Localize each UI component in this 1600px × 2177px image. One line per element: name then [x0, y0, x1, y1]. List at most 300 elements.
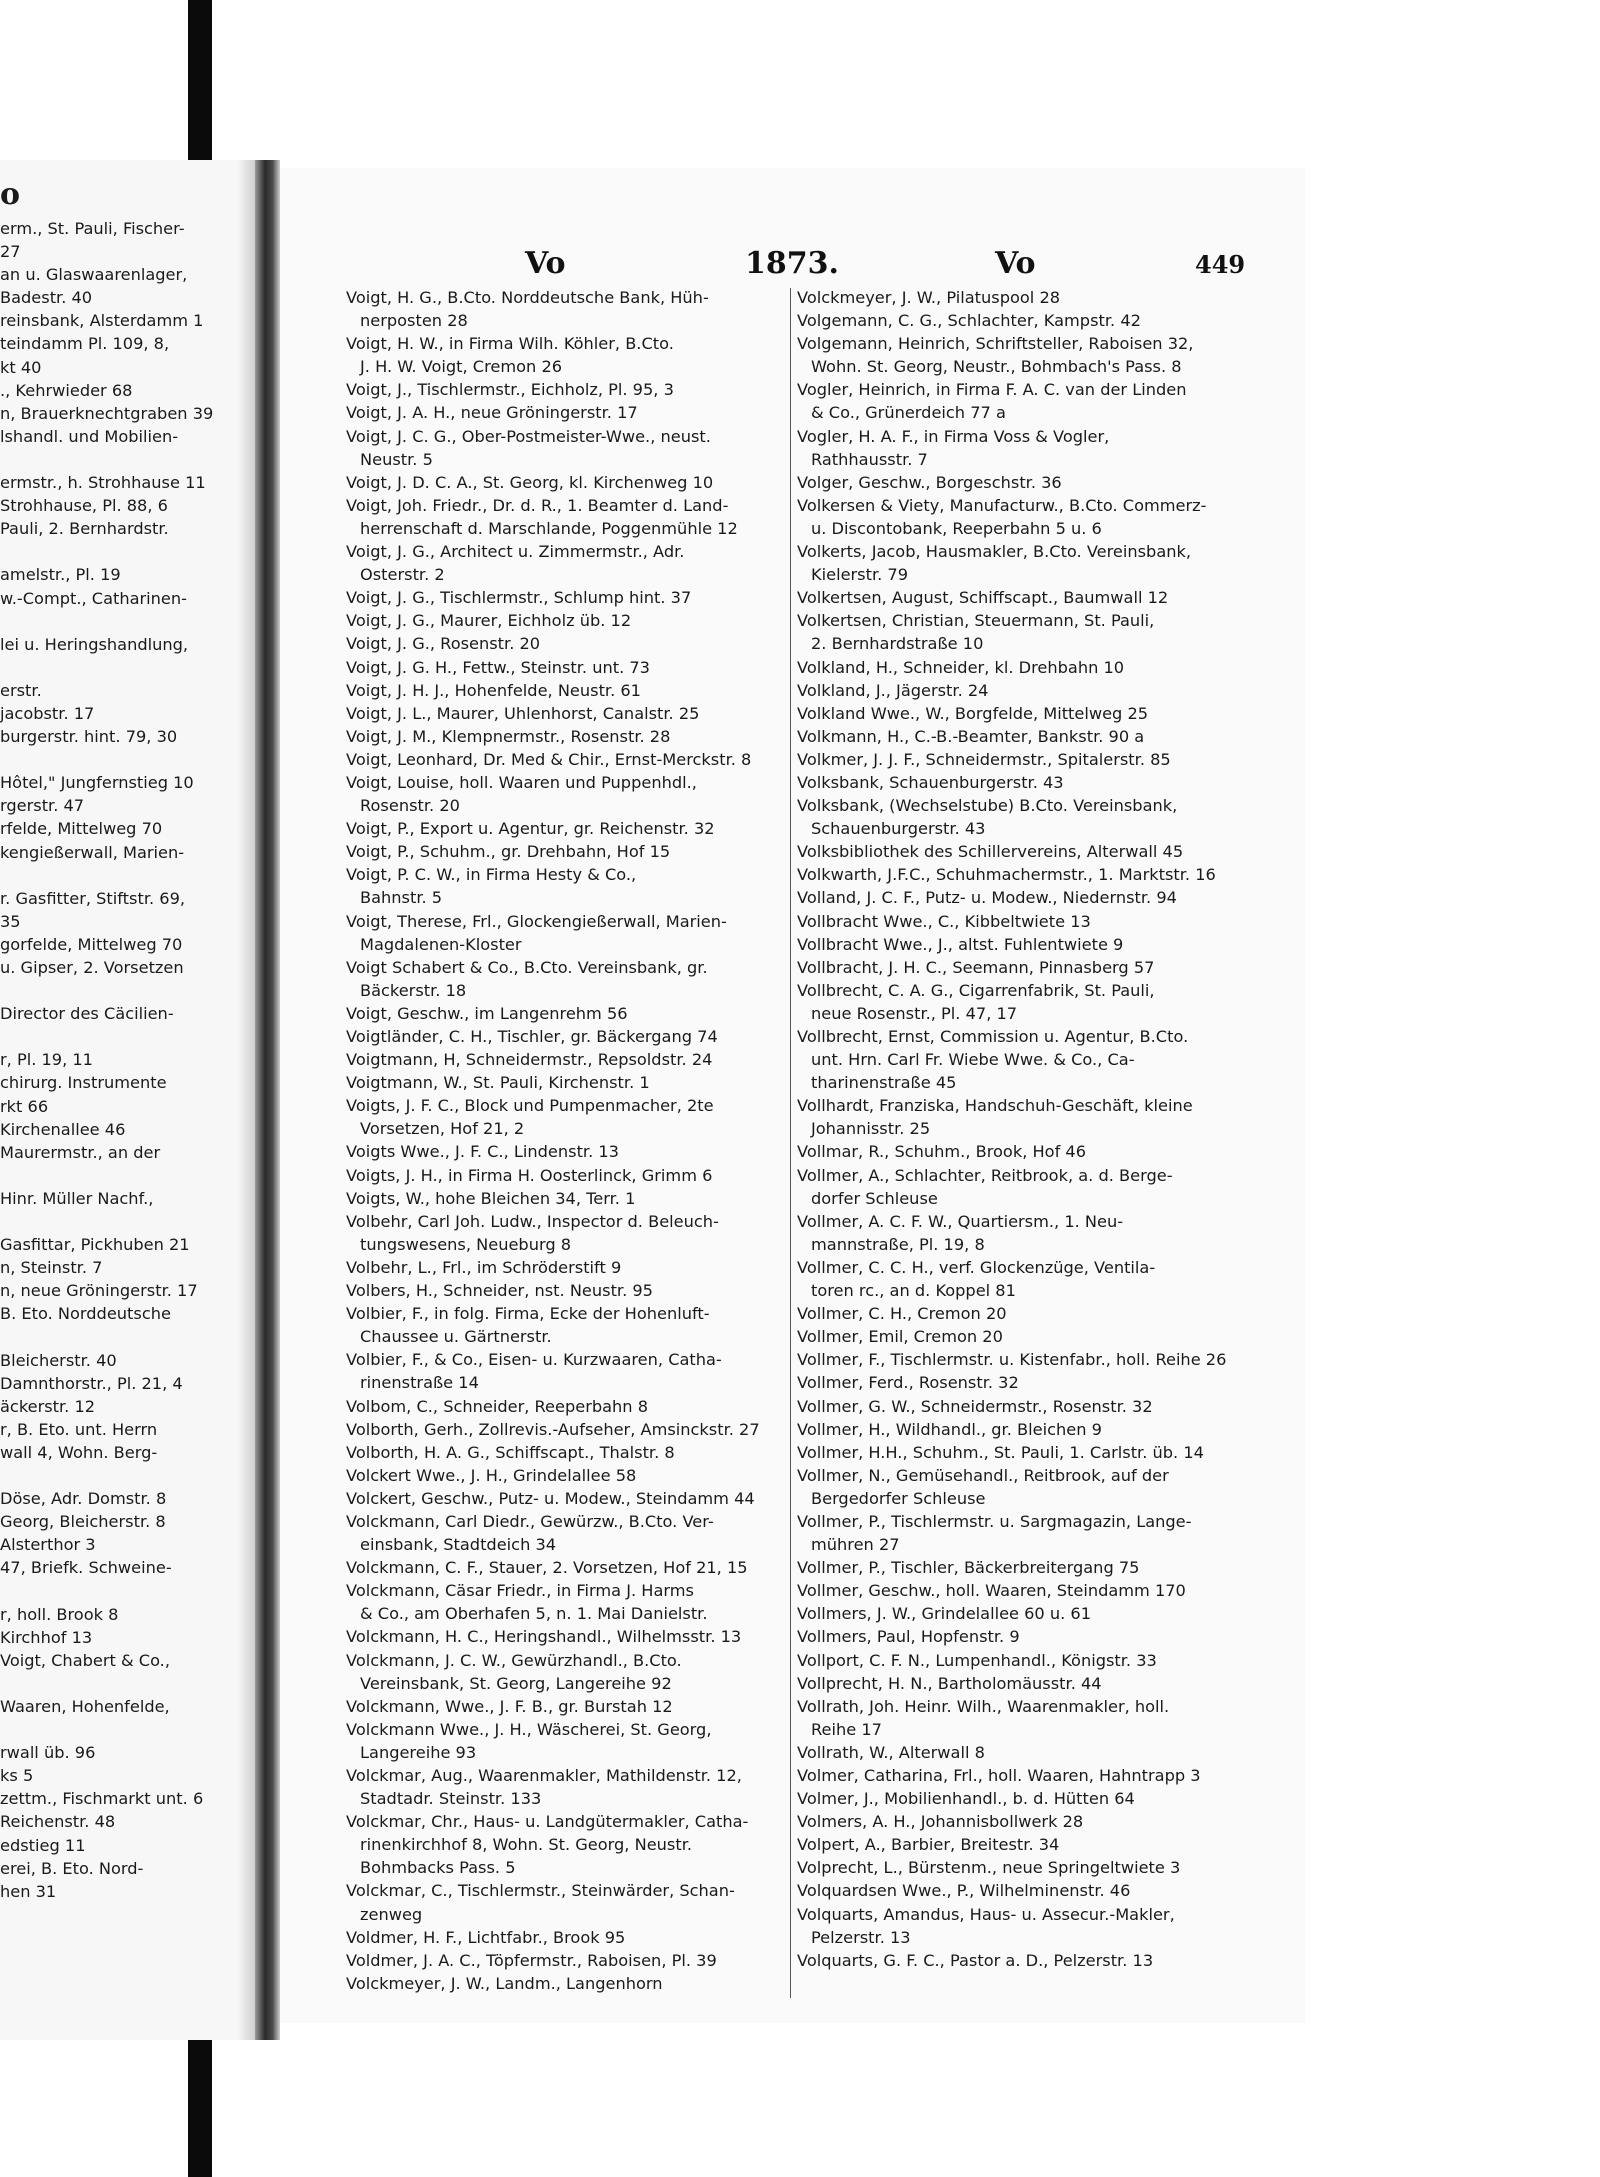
entry-continuation-line: herrenschaft d. Marschlande, Poggenmühle 12: [360, 518, 738, 538]
entry-line: Voigt, P. C. W., in Firma Hesty & Co.,: [346, 865, 637, 885]
entry-line: Volkertsen, Christian, Steuermann, St. Pauli,: [797, 611, 1155, 631]
entry-line: Volksbank, Schauenburgerstr. 43: [797, 772, 1064, 792]
entry-line: Voigt, J. C. G., Ober-Postmeister-Wwe., neust.: [346, 426, 711, 446]
entry-line: Volger, Geschw., Borgeschstr. 36: [797, 472, 1062, 492]
left-page-line: amelstr., Pl. 19: [0, 565, 121, 585]
left-page-line: [0, 748, 213, 771]
directory-entry: [797, 1810, 1297, 1833]
left-page-line: hen 31: [0, 1881, 57, 1901]
directory-entry: [346, 840, 841, 863]
directory-entry: [346, 1464, 841, 1487]
left-page-line: ., Kehrwieder 68: [0, 380, 133, 400]
directory-entry: [797, 1210, 1297, 1256]
entry-continuation-line: Wohn. St. Georg, Neustr., Bohmbach's Pass. 8: [811, 357, 1182, 377]
directory-entry: [346, 1441, 841, 1464]
directory-entry: [797, 1441, 1297, 1464]
directory-entry: [346, 1002, 841, 1025]
left-page-line: [0, 1672, 213, 1695]
entry-continuation-line: Bohmbacks Pass. 5: [360, 1858, 516, 1878]
directory-entry: [346, 863, 841, 909]
directory-entry: [797, 378, 1297, 424]
entry-continuation-line: zenweg: [360, 1904, 423, 1924]
left-page-line: rkt 66: [0, 1096, 49, 1116]
entry-continuation-line: Langereihe 93: [360, 1742, 477, 1762]
entry-line: Voigts, J. H., in Firma H. Oosterlinck, Grimm 6: [346, 1165, 713, 1185]
directory-entry: [797, 656, 1297, 679]
entry-continuation-line: Vereinsbank, St. Georg, Langereihe 92: [360, 1673, 672, 1693]
left-page-line: w.-Compt., Catharinen-: [0, 588, 187, 608]
entry-line: Voigt, H. W., in Firma Wilh. Köhler, B.Cto.: [346, 334, 674, 354]
left-page-line: Hôtel," Jungfernstieg 10: [0, 773, 194, 793]
directory-entry: [797, 1094, 1297, 1140]
left-page-line: Director des Cäcilien-: [0, 1004, 174, 1024]
entry-line: Voigt, Therese, Frl., Glockengießerwall, Marien-: [346, 911, 727, 931]
directory-entry: [797, 494, 1297, 540]
directory-entry: [797, 1371, 1297, 1394]
left-page-line: erm., St. Pauli, Fischer-: [0, 219, 185, 238]
directory-entry: [797, 1348, 1297, 1371]
directory-entry: [797, 609, 1297, 655]
left-page-line: Pauli, 2. Bernhardstr.: [0, 519, 169, 539]
header-left-word: Vo: [525, 246, 566, 281]
entry-line: Vollmar, R., Schuhm., Brook, Hof 46: [797, 1142, 1087, 1162]
directory-entry: [346, 1649, 841, 1695]
left-page-line: Döse, Adr. Domstr. 8: [0, 1489, 167, 1509]
left-page-line: erstr.: [0, 680, 42, 700]
entry-continuation-line: Osterstr. 2: [360, 565, 445, 585]
left-page-line: Georg, Bleicherstr. 8: [0, 1512, 166, 1532]
directory-entry: [797, 933, 1297, 956]
entry-line: Voigt, J. L., Maurer, Uhlenhorst, Canalstr. 25: [346, 703, 700, 723]
entry-line: Voigtmann, H, Schneidermstr., Repsoldstr. 24: [346, 1050, 713, 1070]
entry-line: Voigt, J. A. H., neue Gröningerstr. 17: [346, 403, 638, 423]
entry-continuation-line: Rosenstr. 20: [360, 796, 460, 816]
directory-entry: [797, 794, 1297, 840]
entry-line: Voigt, J. H. J., Hohenfelde, Neustr. 61: [346, 680, 641, 700]
directory-entry: [797, 309, 1297, 332]
directory-entry: [797, 332, 1297, 378]
entry-line: Vollbrecht, Ernst, Commission u. Agentur, B.Cto.: [797, 1027, 1189, 1046]
entry-line: Volborth, Gerh., Zollrevis.-Aufseher, Amsinckstr. 27: [346, 1419, 760, 1439]
entry-line: Voigt, Louise, holl. Waaren und Puppenhdl.,: [346, 772, 697, 792]
entry-line: Vollmer, N., Gemüsehandl., Reitbrook, auf der: [797, 1465, 1169, 1485]
entry-continuation-line: nerposten 28: [360, 311, 468, 331]
left-page-line: r, holl. Brook 8: [0, 1604, 119, 1624]
directory-entry: [346, 1579, 841, 1625]
entry-line: Voigt, Geschw., im Langenrehm 56: [346, 1003, 628, 1023]
entry-line: Volborth, H. A. G., Schiffscapt., Thalstr. 8: [346, 1442, 675, 1462]
entry-line: Vollmer, H.H., Schuhm., St. Pauli, 1. Carlstr. üb. 14: [797, 1442, 1204, 1462]
entry-line: Vollmer, P., Tischler, Bäckerbreitergang 75: [797, 1558, 1140, 1578]
entry-line: Volquarts, Amandus, Haus- u. Assecur.-Makler,: [797, 1904, 1175, 1924]
directory-entry: [346, 494, 841, 540]
entry-line: Voigt, J. G., Maurer, Eichholz üb. 12: [346, 611, 632, 631]
column-divider: [790, 288, 791, 1998]
left-page-line: Kirchhof 13: [0, 1627, 93, 1647]
directory-entry: [797, 1625, 1297, 1648]
left-page-line: lei u. Heringshandlung,: [0, 634, 189, 654]
directory-entry: [797, 586, 1297, 609]
entry-line: Volkersen & Viety, Manufacturw., B.Cto. Commerz-: [797, 495, 1207, 515]
directory-entry: [797, 1418, 1297, 1441]
directory-entry: [346, 910, 841, 956]
directory-entry: [346, 609, 841, 632]
entry-line: Voigt, Leonhard, Dr. Med & Chir., Ernst-Merckstr. 8: [346, 749, 752, 769]
directory-entry: [346, 817, 841, 840]
left-page-line: kt 40: [0, 357, 42, 377]
directory-entry: [797, 1787, 1297, 1810]
entry-line: Volckmeyer, J. W., Landm., Langenhorn: [346, 1973, 663, 1993]
left-page-line: Reichenstr. 48: [0, 1812, 116, 1832]
directory-entry: [346, 1972, 841, 1995]
entry-line: Vollmer, Geschw., holl. Waaren, Steindamm 170: [797, 1581, 1186, 1601]
left-page-line: burgerstr. hint. 79, 30: [0, 727, 178, 747]
left-page-line: n, neue Gröningerstr. 17: [0, 1281, 198, 1301]
entry-line: Voigt, J., Tischlermstr., Eichholz, Pl. 95, 3: [346, 380, 674, 400]
directory-entry: [797, 1164, 1297, 1210]
entry-line: Voigt, J. G., Tischlermstr., Schlump hint. 37: [346, 588, 692, 608]
entry-line: Voigt, J. D. C. A., St. Georg, kl. Kirchenweg 10: [346, 472, 714, 492]
entry-line: Volckmann Wwe., J. H., Wäscherei, St. Georg,: [346, 1719, 712, 1739]
left-page-line: Waaren, Hohenfelde,: [0, 1697, 170, 1716]
entry-line: Volmers, A. H., Johannisbollwerk 28: [797, 1812, 1084, 1832]
entry-line: Volckmann, H. C., Heringshandl., Wilhelmsstr. 13: [346, 1627, 742, 1647]
entry-line: Vollmer, A. C. F. W., Quartiersm., 1. Neu-: [797, 1211, 1124, 1231]
left-page-line: reinsbank, Alsterdamm 1: [0, 311, 204, 331]
entry-continuation-line: tharinenstraße 45: [811, 1073, 957, 1093]
entry-line: Voigt Schabert & Co., B.Cto. Vereinsbank, gr.: [346, 957, 708, 977]
left-page-line: edstieg 11: [0, 1835, 86, 1855]
entry-continuation-line: Kielerstr. 79: [811, 565, 909, 585]
directory-entry: [797, 979, 1297, 1025]
directory-entry: [346, 771, 841, 817]
entry-line: Voigt, J. G. H., Fettw., Steinstr. unt. 73: [346, 657, 650, 677]
left-page-line: 27: [0, 242, 21, 262]
entry-line: Volckmar, C., Tischlermstr., Steinwärder, Schan-: [346, 1881, 735, 1901]
directory-entry: [346, 1048, 841, 1071]
entry-continuation-line: Neustr. 5: [360, 449, 433, 469]
entry-line: Voigt, J. G., Rosenstr. 20: [346, 634, 541, 654]
left-page-line: [0, 656, 213, 679]
entry-continuation-line: Bergedorfer Schleuse: [811, 1488, 986, 1508]
directory-entry: [797, 771, 1297, 794]
directory-entry: [797, 886, 1297, 909]
left-page: [0, 160, 255, 2040]
entry-line: Volbier, F., & Co., Eisen- u. Kurzwaaren, Catha-: [346, 1350, 722, 1370]
entry-continuation-line: neue Rosenstr., Pl. 47, 17: [811, 1003, 1018, 1023]
entry-line: Volckmann, Cäsar Friedr., in Firma J. Harms: [346, 1581, 694, 1601]
entry-line: Volckmann, J. C. W., Gewürzhandl., B.Cto.: [346, 1650, 682, 1670]
directory-entry: [797, 1602, 1297, 1625]
entry-line: Volckmeyer, J. W., Pilatuspool 28: [797, 288, 1061, 307]
directory-entry: [346, 1210, 841, 1256]
entry-continuation-line: Chaussee u. Gärtnerstr.: [360, 1327, 552, 1347]
entry-continuation-line: & Co., Grünerdeich 77 a: [811, 403, 1006, 423]
left-page-line: [0, 864, 213, 887]
page-number: 449: [1195, 250, 1246, 279]
directory-entry: [797, 1949, 1297, 1972]
directory-entry: [346, 586, 841, 609]
entry-continuation-line: einsbank, Stadtdeich 34: [360, 1535, 557, 1555]
directory-entry: [797, 1879, 1297, 1902]
directory-entry: [797, 1649, 1297, 1672]
entry-line: Volmer, Catharina, Frl., holl. Waaren, Hahntrapp 3: [797, 1766, 1201, 1785]
entry-continuation-line: Pelzerstr. 13: [811, 1927, 911, 1947]
directory-entry: [346, 1810, 841, 1879]
directory-entry: [797, 286, 1297, 309]
left-page-line: ermstr., h. Strohhause 11: [0, 473, 206, 493]
directory-entry: [346, 1487, 841, 1510]
entry-line: Volbehr, L., Frl., im Schröderstift 9: [346, 1257, 622, 1277]
directory-entry: [346, 1025, 841, 1048]
directory-entry: [797, 725, 1297, 748]
entry-line: Volckmann, Carl Diedr., Gewürzw., B.Cto. Ver-: [346, 1511, 714, 1531]
entry-continuation-line: mühren 27: [811, 1535, 900, 1555]
left-page-line: r, B. Eto. unt. Herrn: [0, 1419, 158, 1439]
entry-line: Volkertsen, August, Schiffscapt., Baumwall 12: [797, 588, 1169, 608]
entry-line: Volprecht, L., Bürstenm., neue Springeltwiete 3: [797, 1858, 1181, 1878]
left-page-line: [0, 1210, 213, 1233]
entry-continuation-line: rinenstraße 14: [360, 1373, 479, 1393]
entry-line: Vollmer, F., Tischlermstr. u. Kistenfabr., holl. Reihe 26: [797, 1350, 1227, 1370]
left-page-line: 35: [0, 911, 21, 931]
entry-line: Volkwarth, J.F.C., Schuhmachermstr., 1. Marktstr. 16: [797, 865, 1216, 885]
entry-line: Vollrath, W., Alterwall 8: [797, 1742, 985, 1762]
entry-line: Volquarts, G. F. C., Pastor a. D., Pelzerstr. 13: [797, 1950, 1154, 1970]
directory-entry: [797, 1856, 1297, 1879]
left-page-line: zettm., Fischmarkt unt. 6: [0, 1789, 204, 1809]
entry-line: Volgemann, Heinrich, Schriftsteller, Raboisen 32,: [797, 334, 1194, 354]
directory-entry: [346, 286, 841, 332]
entry-line: Vollport, C. F. N., Lumpenhandl., Königstr. 33: [797, 1650, 1157, 1670]
entry-line: Volquardsen Wwe., P., Wilhelminenstr. 46: [797, 1881, 1131, 1901]
left-page-line: rwall üb. 96: [0, 1743, 96, 1763]
entry-line: Voigt, Joh. Friedr., Dr. d. R., 1. Beamter d. Land-: [346, 495, 729, 515]
directory-entry: [797, 1579, 1297, 1602]
entry-line: Volksbank, (Wechselstube) B.Cto. Vereinsbank,: [797, 796, 1178, 816]
entry-continuation-line: J. H. W. Voigt, Cremon 26: [360, 357, 563, 377]
entry-line: Vollmer, C. C. H., verf. Glockenzüge, Ventila-: [797, 1257, 1156, 1277]
entry-line: Vogler, H. A. F., in Firma Voss & Vogler,: [797, 426, 1110, 446]
left-page-line: [0, 1326, 213, 1349]
directory-entry: [797, 425, 1297, 471]
entry-line: Voldmer, H. F., Lichtfabr., Brook 95: [346, 1927, 626, 1947]
left-page-line: ks 5: [0, 1766, 34, 1786]
directory-entry: [346, 471, 841, 494]
directory-entry: [797, 1903, 1297, 1949]
directory-entry: [797, 679, 1297, 702]
left-page-line: Strohhause, Pl. 88, 6: [0, 496, 168, 516]
left-page-line: kengießerwall, Marien-: [0, 842, 185, 862]
directory-entry: [346, 702, 841, 725]
directory-entry: [346, 1094, 841, 1140]
directory-entry: [346, 401, 841, 424]
left-page-line: r, Pl. 19, 11: [0, 1050, 93, 1070]
entry-continuation-line: Schauenburgerstr. 43: [811, 819, 986, 839]
left-page-line: [0, 610, 213, 633]
left-page-line: Kirchenallee 46: [0, 1119, 126, 1139]
directory-entry: [346, 956, 841, 1002]
directory-entry: [346, 332, 841, 378]
directory-entry: [797, 1256, 1297, 1302]
entry-line: Volckmar, Chr., Haus- u. Landgütermakler, Catha-: [346, 1812, 749, 1832]
left-page-line: B. Eto. Norddeutsche: [0, 1304, 171, 1324]
left-page-line: jacobstr. 17: [0, 703, 95, 723]
left-page-line: [0, 448, 213, 471]
header-year: 1873.: [745, 246, 839, 281]
entry-line: Volkland, J., Jägerstr. 24: [797, 680, 989, 700]
entry-continuation-line: toren rc., an d. Koppel 81: [811, 1281, 1016, 1301]
entry-line: Voigt, P., Schuhm., gr. Drehbahn, Hof 15: [346, 842, 671, 862]
entry-line: Volkland Wwe., W., Borgfelde, Mittelweg 25: [797, 703, 1149, 723]
directory-entry: [346, 1718, 841, 1764]
directory-entry: [346, 1764, 841, 1810]
left-page-line: [0, 1164, 213, 1187]
directory-entry: [797, 1764, 1297, 1787]
left-page-line: Badestr. 40: [0, 288, 93, 308]
directory-entry: [797, 702, 1297, 725]
entry-line: Vollmer, C. H., Cremon 20: [797, 1304, 1007, 1324]
directory-entry: [346, 1695, 841, 1718]
directory-entry: [797, 1556, 1297, 1579]
entry-continuation-line: Rathhausstr. 7: [811, 449, 928, 469]
left-page-line: Hinr. Müller Nachf.,: [0, 1188, 154, 1208]
left-page-line: [0, 1464, 213, 1487]
left-page-line: Voigt, Chabert & Co.,: [0, 1650, 170, 1670]
entry-line: Volckmann, Wwe., J. F. B., gr. Burstah 12: [346, 1696, 673, 1716]
entry-continuation-line: Bäckerstr. 18: [360, 980, 467, 1000]
scan-tab-top: [188, 0, 212, 160]
entry-continuation-line: Stadtadr. Steinstr. 133: [360, 1789, 542, 1809]
entry-line: Vollmer, Ferd., Rosenstr. 32: [797, 1373, 1019, 1393]
entry-line: Volbier, F., in folg. Firma, Ecke der Hohenluft-: [346, 1304, 710, 1324]
entry-line: Volckmann, C. F., Stauer, 2. Vorsetzen, Hof 21, 15: [346, 1558, 748, 1578]
entry-continuation-line: u. Discontobank, Reeperbahn 5 u. 6: [811, 518, 1102, 538]
entry-line: Volckmar, Aug., Waarenmakler, Mathildenstr. 12,: [346, 1766, 742, 1785]
left-page-line: teindamm Pl. 109, 8,: [0, 334, 170, 354]
left-page-line: äckerstr. 12: [0, 1396, 96, 1416]
directory-entry: [346, 1418, 841, 1441]
directory-entry: [797, 471, 1297, 494]
left-page-line: n, Brauerknechtgraben 39: [0, 403, 214, 423]
left-page-line: wall 4, Wohn. Berg-: [0, 1442, 158, 1462]
left-page-line: [0, 1718, 213, 1741]
entry-line: Volpert, A., Barbier, Breitestr. 34: [797, 1835, 1060, 1855]
entry-line: Voigtmann, W., St. Pauli, Kirchenstr. 1: [346, 1073, 650, 1093]
directory-entry: [797, 1695, 1297, 1741]
entry-line: Volckert Wwe., J. H., Grindelallee 58: [346, 1465, 637, 1485]
book-spine: [255, 160, 280, 2040]
left-page-line: Damnthorstr., Pl. 21, 4: [0, 1373, 183, 1393]
left-page-line: r. Gasfitter, Stiftstr. 69,: [0, 888, 186, 908]
entry-continuation-line: 2. Bernhardstraße 10: [811, 634, 984, 654]
entry-line: Vollhardt, Franziska, Handschuh-Geschäft, kleine: [797, 1096, 1193, 1116]
entry-continuation-line: Vorsetzen, Hof 21, 2: [360, 1119, 525, 1139]
header-right-word: Vo: [995, 246, 1036, 281]
entry-continuation-line: rinenkirchhof 8, Wohn. St. Georg, Neustr.: [360, 1835, 693, 1855]
directory-entry: [797, 748, 1297, 771]
gutter-shade: [237, 160, 255, 2040]
left-page-line: an u. Glaswaarenlager,: [0, 265, 188, 285]
left-page-line: [0, 1580, 213, 1603]
left-page-line: erei, B. Eto. Nord-: [0, 1858, 144, 1878]
entry-line: Voigts, J. F. C., Block und Pumpenmacher, 2te: [346, 1096, 714, 1116]
left-page-line: u. Gipser, 2. Vorsetzen: [0, 958, 184, 977]
directory-entry: [797, 1464, 1297, 1510]
directory-entry: [346, 725, 841, 748]
scan-tab-bottom: [188, 2020, 212, 2177]
directory-entry: [346, 1302, 841, 1348]
entry-line: Volgemann, C. G., Schlachter, Kampstr. 42: [797, 311, 1141, 331]
left-page-line: chirurg. Instrumente: [0, 1073, 167, 1093]
directory-entry: [797, 1325, 1297, 1348]
page-header: [280, 246, 1305, 286]
entry-continuation-line: Magdalenen-Kloster: [360, 934, 522, 954]
directory-entry: [797, 1510, 1297, 1556]
entry-continuation-line: mannstraße, Pl. 19, 8: [811, 1234, 985, 1254]
directory-entry: [346, 540, 841, 586]
entry-line: Voigts Wwe., J. F. C., Lindenstr. 13: [346, 1142, 619, 1162]
entry-continuation-line: dorfer Schleuse: [811, 1188, 938, 1208]
entry-line: Vollbracht Wwe., C., Kibbeltwiete 13: [797, 911, 1091, 931]
directory-column-left: [346, 286, 841, 1995]
directory-entry: [346, 1926, 841, 1949]
left-page-line: [0, 1025, 213, 1048]
entry-line: Vollbrecht, C. A. G., Cigarrenfabrik, St. Pauli,: [797, 980, 1155, 1000]
entry-line: Volmer, J., Mobilienhandl., b. d. Hütten 64: [797, 1789, 1135, 1809]
entry-continuation-line: unt. Hrn. Carl Fr. Wiebe Wwe. & Co., Ca-: [811, 1050, 1135, 1070]
directory-entry: [797, 840, 1297, 863]
directory-entry: [346, 1348, 841, 1394]
left-page-line: [0, 979, 213, 1002]
left-page-header-fragment: o: [0, 177, 21, 212]
directory-entry: [346, 1187, 841, 1210]
entry-line: Volbehr, Carl Joh. Ludw., Inspector d. Beleuch-: [346, 1211, 719, 1231]
entry-line: Vollmer, H., Wildhandl., gr. Bleichen 9: [797, 1419, 1102, 1439]
directory-entry: [346, 1395, 841, 1418]
entry-line: Vollbracht, J. H. C., Seemann, Pinnasberg 57: [797, 957, 1155, 977]
entry-line: Vollbracht Wwe., J., altst. Fuhlentwiete 9: [797, 934, 1124, 954]
entry-line: Voigt, H. G., B.Cto. Norddeutsche Bank, Hüh-: [346, 288, 709, 307]
entry-line: Volkland, H., Schneider, kl. Drehbahn 10: [797, 657, 1125, 677]
directory-entry: [797, 1741, 1297, 1764]
entry-line: Voigtländer, C. H., Tischler, gr. Bäckergang 74: [346, 1027, 718, 1046]
left-page-line: Alsterthor 3: [0, 1535, 96, 1555]
entry-line: Vollmer, G. W., Schneidermstr., Rosenstr. 32: [797, 1396, 1153, 1416]
entry-line: Volkerts, Jacob, Hausmakler, B.Cto. Vereinsbank,: [797, 542, 1192, 562]
directory-entry: [346, 679, 841, 702]
left-page-line: rfelde, Mittelweg 70: [0, 819, 163, 839]
entry-line: Vollmer, Emil, Cremon 20: [797, 1327, 1003, 1347]
directory-entry: [346, 1256, 841, 1279]
directory-entry: [346, 656, 841, 679]
left-page-line: gorfelde, Mittelweg 70: [0, 934, 183, 954]
directory-entry: [797, 956, 1297, 979]
directory-entry: [797, 1302, 1297, 1325]
left-page-line: n, Steinstr. 7: [0, 1258, 103, 1278]
entry-continuation-line: Reihe 17: [811, 1719, 882, 1739]
directory-entry: [346, 748, 841, 771]
directory-entry: [797, 1672, 1297, 1695]
directory-entry: [797, 1140, 1297, 1163]
entry-continuation-line: & Co., am Oberhafen 5, n. 1. Mai Danielstr.: [360, 1604, 708, 1624]
right-page: [280, 168, 1305, 2023]
directory-entry: [346, 1879, 841, 1925]
entry-line: Voldmer, J. A. C., Töpfermstr., Raboisen, Pl. 39: [346, 1950, 717, 1970]
entry-line: Volksbibliothek des Schillervereins, Alterwall 45: [797, 842, 1184, 862]
entry-line: Volbom, C., Schneider, Reeperbahn 8: [346, 1396, 649, 1416]
entry-line: Volbers, H., Schneider, nst. Neustr. 95: [346, 1281, 653, 1301]
